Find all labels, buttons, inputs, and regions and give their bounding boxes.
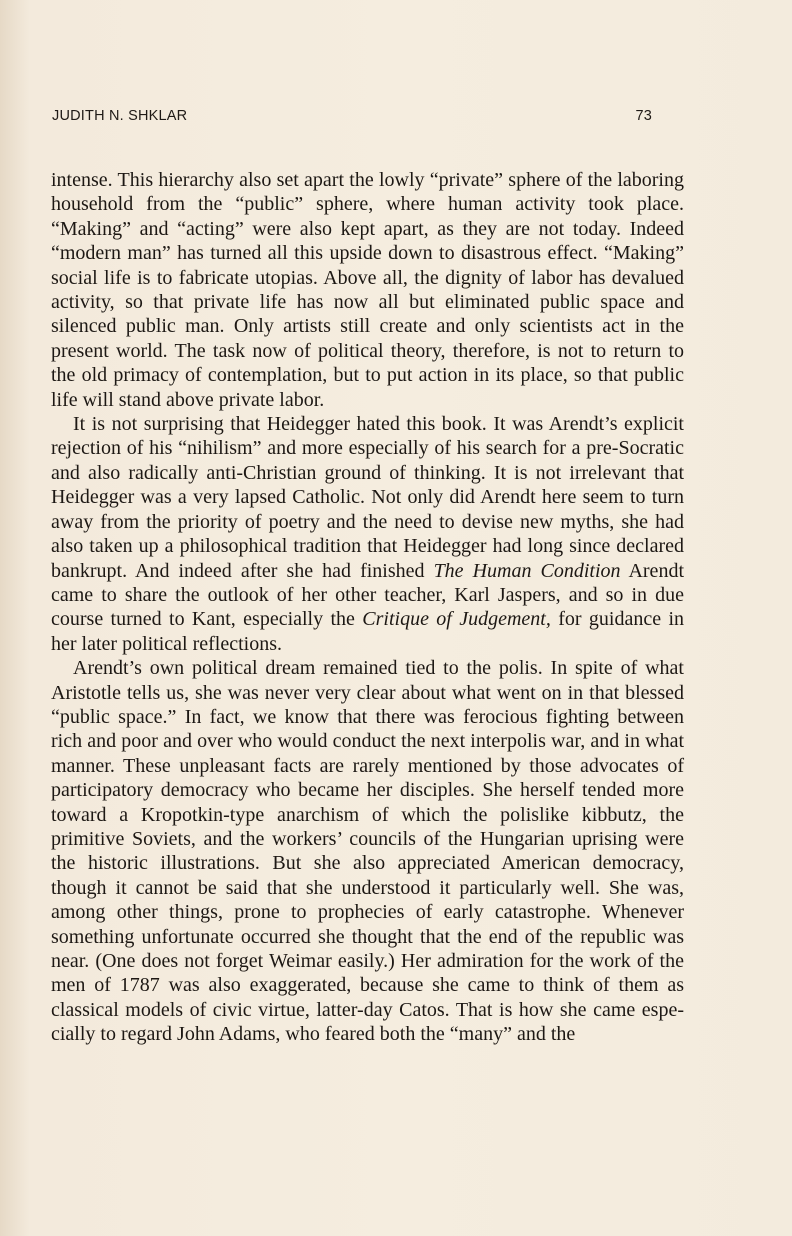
running-head-author: JUDITH N. SHKLAR — [52, 108, 188, 124]
book-title-critique-of-judgement: Critique of Judgement, — [362, 608, 551, 631]
paragraph-2-text-cont: Arendt came to share the outlook of her other teacher, Karl Jaspers, and so in due course turned to Kant, especially the — [51, 559, 684, 631]
paragraph-2-text-end: for guidance in her later political reflections. — [51, 608, 684, 655]
body-text — [51, 168, 684, 1047]
book-title-human-condition: The Human Condition — [433, 559, 621, 582]
running-header — [52, 108, 652, 128]
paragraph-3-text: Arendt’s own political dream remained tied to the polis. In spite of what Aristotle tells us, she was never very clear about what went on in that blessed “public space.” In fact, we know that there was ferocious fighting between rich and poor and over who would conduct the next interpolis war, and in what manner. These unpleasant facts are rarely mentioned by those advocates of participatory democracy who became her disciples. She herself tended more toward a Kropotkin-type anarchism of which the polislike kibbutz, the primitive Soviets, and the workers’ councils of the Hungarian uprising were the historic illustrations. But she also appreciated American democracy, though it cannot be said that she understood it particularly well. She was, among other things, prone to prophecies of early catastrophe. Whenever something unfortunate occurred she thought that the end of the republic was near. (One does not forget Weimar easily.) Her admiration for the work of the men of 1787 was also exaggerated, because she came to think of them as classical models of civic virtue, latter-day Catos. That is how she came especially to regard John Adams, who feared both the “many” and the — [51, 657, 684, 1046]
paragraph-3 — [51, 656, 684, 1047]
paragraph-2-text: It is not surprising that Heidegger hated this book. It was Arendt’s explicit rejection of his “nihilism” and more especially of his search for a pre-Socratic and also radically anti-Christian ground of thinking. It is not irrelevant that Heidegger was a very lapsed Catholic. Not only did Arendt here seem to turn away from the priority of poetry and the need to devise new myths, she had also taken up a philosophical tradition that Heidegger had long since declared bankrupt. And indeed after she had finished — [51, 413, 684, 582]
paragraph-1-text: intense. This hierarchy also set apart the lowly “private” sphere of the laboring household from the “public” sphere, where human activity took place. “Making” and “acting” were also kept apart, as they are not today. Indeed “modern man” has turned all this upside down to disastrous effect. “Making” social life is to fabricate utopias. Above all, the dignity of labor has devalued activity, so that private life has now all but eliminated public space and silenced public man. Only artists still create and only scientists act in the present world. The task now of political theory, therefore, is not to return to the old primacy of contemplation, but to put action in its place, so that public life will stand above private labor. — [51, 169, 684, 411]
paragraph-2 — [51, 412, 684, 656]
paragraph-1 — [51, 168, 684, 412]
page-number: 73 — [635, 108, 652, 124]
